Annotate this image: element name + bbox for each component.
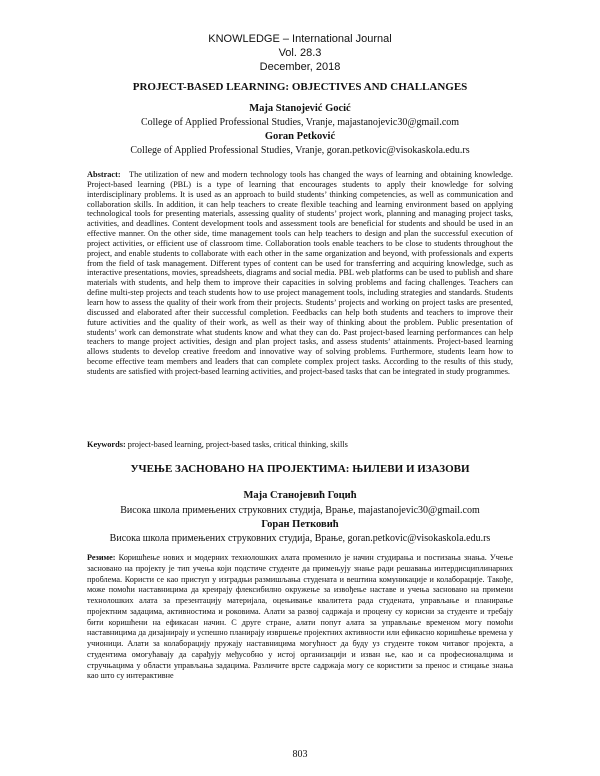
english-affiliation-1: College of Applied Professional Studies, Vranje, majastanojevic30@gmail.com: [140, 117, 460, 128]
serbian-abstract-text: Коришћење нових и модерних технолошких алата променило је начин студирања и постизања знања. Учење засновано на пројекту је тип учења који подстиче студенте да примењују знање ради решавања интердисциплинарних проблема. Користи се као приступ у изградњи размишљања студената и вештина комуникације и колаборације. Такође, може помоћи наставницима да креирају флексибилно окружење за извођење наставе и учења засновано на примени технолошких алата за презентацију материјала, оцењивање квалитета рада студената, управљање и планирање пројектним задацима, активностима и роковима. Алати за развој садржаја и процену су корисни за студенте и требају бити коришћени на ефикасан начин. С друге стране, алати попут алата за управљање временом могу помоћи наставницима да дизајнирају и успешно планирају извршење пројектних активности или ефикасно коришћење времена у учионици. Алати за колаборацију пружају наставницима могућност да буду уз студенте током читавог пројекта, а студентима омогућавају да сарађују међусобно у истој организацији и изван ње, као и са професионалцима и стручњацима у области управљања задацима. Различите врсте садржаја могу се користити за пренос и стицање знања као што су интерактивне: [87, 553, 513, 681]
journal-volume: Vol. 28.3: [278, 47, 322, 59]
english-abstract: [87, 170, 513, 377]
page-number: 803: [292, 749, 308, 760]
serbian-title: УЧЕЊЕ ЗАСНОВАНО НА ПРОЈЕКТИМА: ЊИЛЕВИ И ИЗАЗОВИ: [130, 463, 470, 475]
journal-date: December, 2018: [259, 61, 341, 73]
english-abstract-text: The utilization of new and modern technology tools has changed the ways of learning and obtaining knowledge. Project-based learning (PBL) is a type of learning that encourages students to apply their knowledge for solving interdisciplinary problems. It is used as an approach to build students’ thinking competencies, as well as communication and collaboration skills. In addition, it can help teachers to create flexible teaching and learning environment based on applying technological tools for presenting materials, assessing quality of students’ project work, planning and managing project tasks, activities, and deadlines. Content development tools and assessment tools are beneficial for students and should be used in an effective manner. On the other side, time management tools can help teachers to design and plan the successful execution of project activities, or efficient use of classroom time. Collaboration tools enable teachers to be close to students throughout the project, and enable students to collaborate with each other in the same organization and beyond, with professionals and experts from the field of task management. Different types of content can be used for transferring and acquiring knowledge, such as interactive presentations, movies, spreadsheets, diagrams and social media. PBL web platforms can be used to publish and share materials with students, and help them to improve their capacities in solving problems and facing challenges. Teachers can define multi-step projects and teach students how to use project management tools, including strategies and standards. Students learn how to assess the quality of their work from their projects. Students’ projects and working on project tasks are presented, discussed and elaborated after their successful completion. Feedbacks can help both students and teachers to improve their future activities and the quality of their work, as well as their way of thinking about the problem. Public presentation of students’ work can demonstrate what students know and what they can do. Past project-based learning performances can help teachers to mange project activities, design and plan project tasks, and assess students’ attainments. Project-based learning allows students to develop creative freedom and innovative way of solving problems. Furthermore, students learn how to become effective team members and leaders that can complete complex project tasks. According to the results of this study, students are satisfied with project-based learning activities, and project-based tasks that can be integrated in study programmes.: [87, 170, 513, 376]
english-author-1: Maja Stanojević Gocić: [249, 103, 351, 114]
english-abstract-label: Abstract:: [87, 170, 121, 179]
english-author-2: Goran Petković: [264, 131, 336, 142]
serbian-affiliation-1: Висока школа примењених струковних студија, Врање, majastanojevic30@gmail.com: [120, 505, 480, 516]
serbian-author-2: Горан Петковић: [261, 519, 339, 530]
serbian-affiliation-2: Висока школа примењених струковних студија, Врање, goran.petkovic@visokaskola.edu.rs: [109, 533, 491, 544]
english-affiliation-2: College of Applied Professional Studies, Vranje, goran.petkovic@visokaskola.edu.rs: [130, 145, 470, 156]
journal-name: KNOWLEDGE – International Journal: [208, 33, 392, 45]
serbian-abstract: [87, 553, 513, 682]
english-keywords-text: project-based learning, project-based tasks, critical thinking, skills: [127, 440, 348, 449]
serbian-author-1: Маја Станојевић Гоцић: [243, 490, 357, 501]
english-keywords-label: Keywords:: [87, 440, 126, 449]
english-title: PROJECT-BASED LEARNING: OBJECTIVES AND CHALLANGES: [132, 81, 468, 93]
serbian-abstract-label: Резиме:: [87, 553, 116, 562]
english-keywords: [87, 440, 513, 450]
